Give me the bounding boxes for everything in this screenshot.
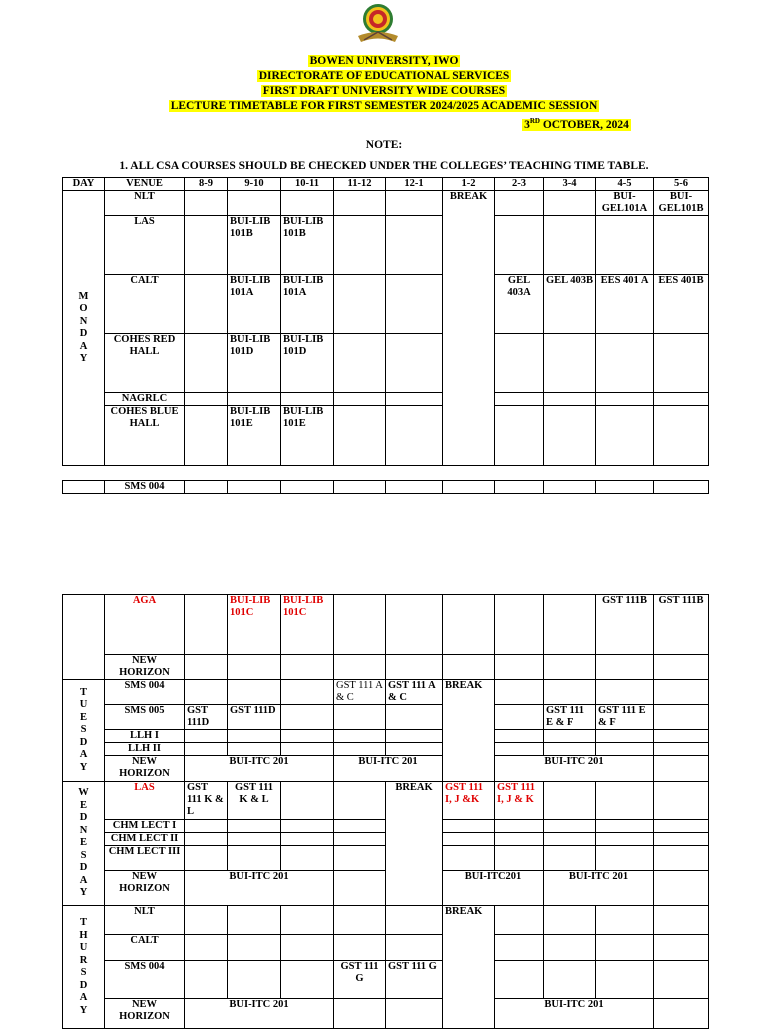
course-cell: EES 401 A: [596, 275, 654, 334]
table-row: [63, 743, 709, 756]
venue-cell: NEW HORIZON: [105, 999, 185, 1029]
column-header-time: 1-2: [443, 178, 495, 191]
column-header-time: 8-9: [185, 178, 228, 191]
course-cell: BUI-LIB 101E: [281, 406, 334, 466]
table-row: [63, 782, 709, 820]
venue-cell: CALT: [105, 935, 185, 961]
weekly-timetable-continued: [62, 594, 709, 1029]
note-text: 1. ALL CSA COURSES SHOULD BE CHECKED UNDER THE COLLEGES’ TEACHING TIME TABLE.: [119, 159, 649, 172]
directorate-name: DIRECTORATE OF EDUCATIONAL SERVICES: [258, 70, 510, 82]
table-row: [63, 655, 709, 680]
course-cell: BUI-LIB 101D: [281, 334, 334, 393]
venue-cell: NEW HORIZON: [105, 756, 185, 782]
day-label-wednesday: W E D N E S D A Y: [63, 782, 105, 906]
venue-cell: LAS: [105, 216, 185, 275]
table-row: [63, 393, 709, 406]
note-title: NOTE:: [365, 138, 403, 151]
break-cell: BREAK: [443, 906, 495, 1029]
column-header-time: 10-11: [281, 178, 334, 191]
column-header-time: 4-5: [596, 178, 654, 191]
table-row: [63, 935, 709, 961]
course-cell: GST 111 G: [334, 961, 386, 999]
course-cell: BUI-ITC 201: [334, 756, 443, 782]
column-header-time: 11-12: [334, 178, 386, 191]
venue-cell: NEW HORIZON: [105, 871, 185, 906]
column-header-time: 2-3: [495, 178, 544, 191]
course-cell: GST 111 A & C: [386, 680, 443, 705]
day-label-thursday: T H U R S D A Y: [63, 906, 105, 1029]
course-cell: BUI-GEL101B: [654, 191, 709, 216]
table-row: [63, 216, 709, 275]
course-cell: GST 111 I, J & K: [495, 782, 544, 820]
table-row: [63, 730, 709, 743]
document-header: [0, 54, 768, 174]
course-cell: GST 111B: [654, 595, 709, 655]
university-crest-logo: [355, 2, 401, 46]
day-label-tuesday: T U E S D A Y: [63, 680, 105, 782]
course-cell: GEL 403A: [495, 275, 544, 334]
course-cell: BUI-LIB 101C: [281, 595, 334, 655]
course-cell: GST 111D: [228, 705, 281, 730]
column-header-time: 5-6: [654, 178, 709, 191]
course-cell: BUI-ITC 201: [185, 871, 334, 906]
venue-cell: SMS 004: [105, 680, 185, 705]
column-header-venue: VENUE: [105, 178, 185, 191]
table-row: [63, 191, 709, 216]
table-row: [63, 705, 709, 730]
draft-title: FIRST DRAFT UNIVERSITY WIDE COURSES: [262, 85, 506, 97]
venue-cell: CHM LECT I: [105, 820, 185, 833]
table-row: [63, 961, 709, 999]
course-cell: BUI-LIB 101C: [228, 595, 281, 655]
break-cell: BREAK: [443, 191, 495, 466]
venue-cell: CALT: [105, 275, 185, 334]
course-cell: BUI-GEL101A: [596, 191, 654, 216]
header-row: [63, 178, 709, 191]
course-cell: BUI-ITC 201: [185, 999, 334, 1029]
venue-cell: NLT: [105, 906, 185, 935]
venue-cell: AGA: [105, 595, 185, 655]
course-cell: GST 111B: [596, 595, 654, 655]
monday-timetable: [62, 177, 709, 466]
venue-cell: LLH I: [105, 730, 185, 743]
course-cell: BUI-LIB 101A: [228, 275, 281, 334]
venue-cell: SMS 004: [105, 481, 185, 494]
course-cell: GST 111 A & C: [334, 680, 386, 705]
venue-cell: LAS: [105, 782, 185, 820]
column-header-time: 12-1: [386, 178, 443, 191]
course-cell: GST 111 K & L: [185, 782, 228, 820]
course-cell: BUI-LIB 101B: [281, 216, 334, 275]
course-cell: BUI-LIB 101E: [228, 406, 281, 466]
table-row: [63, 756, 709, 782]
column-header-time: 9-10: [228, 178, 281, 191]
table-row: [63, 481, 709, 494]
document-date: 3RD OCTOBER, 2024: [524, 117, 629, 131]
course-cell: BUI-ITC201: [443, 871, 544, 906]
course-cell: GST 111 E & F: [596, 705, 654, 730]
table-row: [63, 999, 709, 1029]
table-row: [63, 680, 709, 705]
venue-cell: SMS 005: [105, 705, 185, 730]
course-cell: BUI-ITC 201: [185, 756, 334, 782]
table-row: [63, 906, 709, 935]
course-cell: GST 111 I, J &K: [443, 782, 495, 820]
timetable-title: LECTURE TIMETABLE FOR FIRST SEMESTER 2024/2025 ACADEMIC SESSION: [170, 100, 598, 112]
course-cell: GST 111 E & F: [544, 705, 596, 730]
table-row: [63, 275, 709, 334]
course-cell: BUI-LIB 101B: [228, 216, 281, 275]
course-cell: BUI-LIB 101D: [228, 334, 281, 393]
course-cell: EES 401B: [654, 275, 709, 334]
course-cell: GST 111D: [185, 705, 228, 730]
venue-cell: NAGRLC: [105, 393, 185, 406]
table-row: [63, 406, 709, 466]
course-cell: GEL 403B: [544, 275, 596, 334]
break-cell: BREAK: [386, 782, 443, 906]
venue-cell: NLT: [105, 191, 185, 216]
sms004-row-table: [62, 480, 709, 494]
column-header-time: 3-4: [544, 178, 596, 191]
venue-cell: COHES BLUE HALL: [105, 406, 185, 466]
venue-cell: COHES RED HALL: [105, 334, 185, 393]
university-name: BOWEN UNIVERSITY, IWO: [309, 55, 459, 67]
venue-cell: CHM LECT III: [105, 846, 185, 871]
venue-cell: NEW HORIZON: [105, 655, 185, 680]
break-cell: BREAK: [443, 680, 495, 782]
venue-cell: SMS 004: [105, 961, 185, 999]
course-cell: GST 111 K & L: [228, 782, 281, 820]
column-header-day: DAY: [63, 178, 105, 191]
course-cell: BUI-ITC 201: [495, 756, 654, 782]
course-cell: BUI-ITC 201: [544, 871, 654, 906]
course-cell: GST 111 G: [386, 961, 443, 999]
venue-cell: LLH II: [105, 743, 185, 756]
table-row: [63, 334, 709, 393]
course-cell: BUI-LIB 101A: [281, 275, 334, 334]
course-cell: BUI-ITC 201: [495, 999, 654, 1029]
day-label-monday: M O N D A Y: [63, 191, 105, 466]
venue-cell: CHM LECT II: [105, 833, 185, 846]
table-row: [63, 595, 709, 655]
